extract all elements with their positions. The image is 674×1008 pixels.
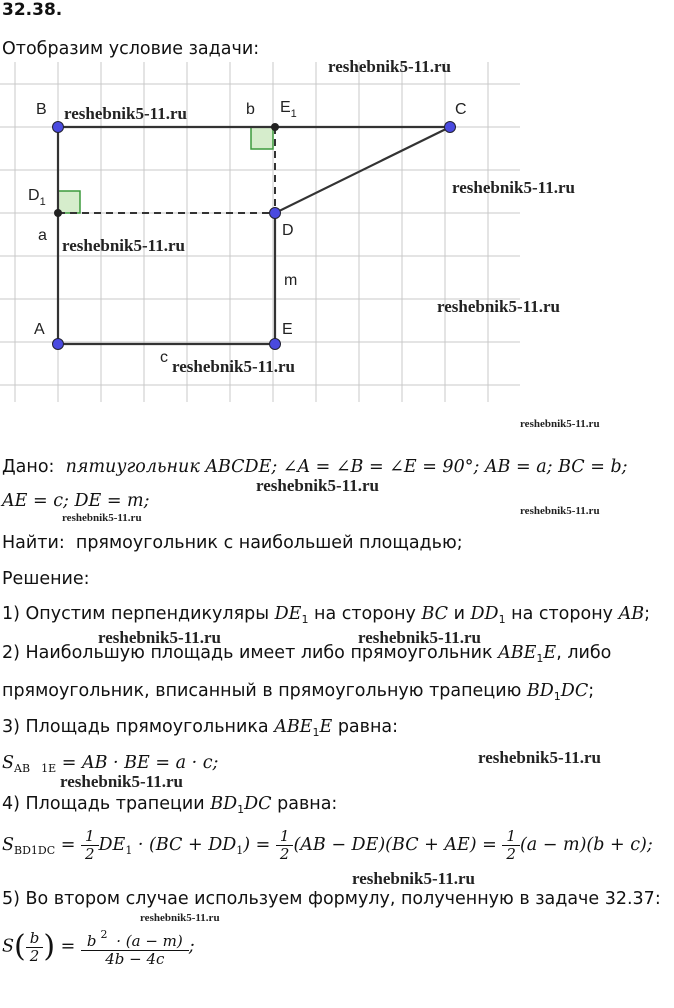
label-b: B xyxy=(36,101,47,118)
formula-3: $S_{AB}$ $_{1E}$ = AB · BE = a · c; xyxy=(2,753,219,775)
point-e xyxy=(270,339,281,350)
formula-4: $S_{BD1DC}$ = $\frac{1}{2}$ $DE_1 \cdot (BC + DD_1)$ = $\frac{1}{2}$ (AB − DE)(BC + AE) = $\frac{1}{2}$ (a − m)(b + c); xyxy=(2,827,653,863)
point-d xyxy=(270,208,281,219)
step-2a: 2) Наибольшую площадь имеет либо прямоугольник $ABE_1E$, либо xyxy=(2,643,612,665)
given-text: пятиугольник ABCDE; ∠A = ∠B = ∠E = 90°; AB = a; BC = b; xyxy=(65,457,628,477)
label-e: E xyxy=(282,321,293,338)
edge-label-a: a xyxy=(38,227,47,244)
step-5: 5) Во втором случае используем формулу, полученную в задаче 32.37: xyxy=(2,889,661,909)
given-line-2: AE = c; DE = m; xyxy=(2,491,150,511)
watermark: reshebnik5-11.ru xyxy=(256,476,379,495)
label-e1: $E_1$ xyxy=(280,99,297,120)
edge-label-c: c xyxy=(160,349,168,366)
point-e1 xyxy=(271,123,279,131)
watermark: reshebnik5-11.ru xyxy=(62,236,185,255)
watermark: reshebnik5-11.ru xyxy=(520,505,600,517)
solution-label: Решение: xyxy=(2,569,90,589)
given-line-1 xyxy=(2,456,628,478)
watermark: reshebnik5-11.ru xyxy=(352,869,475,888)
point-d1 xyxy=(54,209,62,217)
watermark: reshebnik5-11.ru xyxy=(328,57,451,76)
watermark: reshebnik5-11.ru xyxy=(62,512,142,524)
watermark: reshebnik5-11.ru xyxy=(452,178,575,197)
point-b xyxy=(53,122,64,133)
watermark: reshebnik5-11.ru xyxy=(437,297,560,316)
watermark: reshebnik5-11.ru xyxy=(478,748,601,767)
label-d: D xyxy=(282,222,294,239)
label-d1: $D_1$ xyxy=(28,187,46,208)
formula-5: S( $\frac{b}{2}$ ) = $\frac{b ^2 \cdot (a - m)}{4b - 4c}$ ; xyxy=(2,928,195,968)
find-text: прямоугольник с наибольшей площадью; xyxy=(75,533,463,553)
step-2b: прямоугольник, вписанный в прямоугольную трапецию $BD_1DC$; xyxy=(2,681,595,703)
label-a: A xyxy=(34,321,45,338)
step-4: 4) Площадь трапеции $BD_1DC$ равна: xyxy=(2,794,338,816)
right-angle-marker-d1 xyxy=(58,191,80,213)
watermark: reshebnik5-11.ru xyxy=(520,418,600,430)
right-angle-marker-e1 xyxy=(251,127,273,149)
find-label: Найти: xyxy=(2,533,65,553)
watermark: reshebnik5-11.ru xyxy=(98,628,221,647)
point-a xyxy=(53,339,64,350)
problem-number: 32.38. xyxy=(2,0,63,20)
edge-label-m: m xyxy=(284,272,298,289)
label-c: C xyxy=(455,101,467,118)
watermark: reshebnik5-11.ru xyxy=(60,772,183,791)
edge-label-b: b xyxy=(246,101,255,118)
find-line xyxy=(2,532,463,554)
intro-text: Отобразим условие задачи: xyxy=(2,39,260,59)
watermark: reshebnik5-11.ru xyxy=(64,104,187,123)
watermark: reshebnik5-11.ru xyxy=(358,628,481,647)
watermark: reshebnik5-11.ru xyxy=(172,357,295,376)
point-c xyxy=(445,122,456,133)
step-1: 1) Опустим перпендикуляры $DE_1$ на сторону BC и $DD_1$ на сторону AB; xyxy=(2,604,650,626)
given-label: Дано: xyxy=(2,457,55,477)
geometry-diagram xyxy=(0,57,575,407)
step-3: 3) Площадь прямоугольника $ABE_1E$ равна: xyxy=(2,717,399,739)
watermark: reshebnik5-11.ru xyxy=(140,912,220,924)
